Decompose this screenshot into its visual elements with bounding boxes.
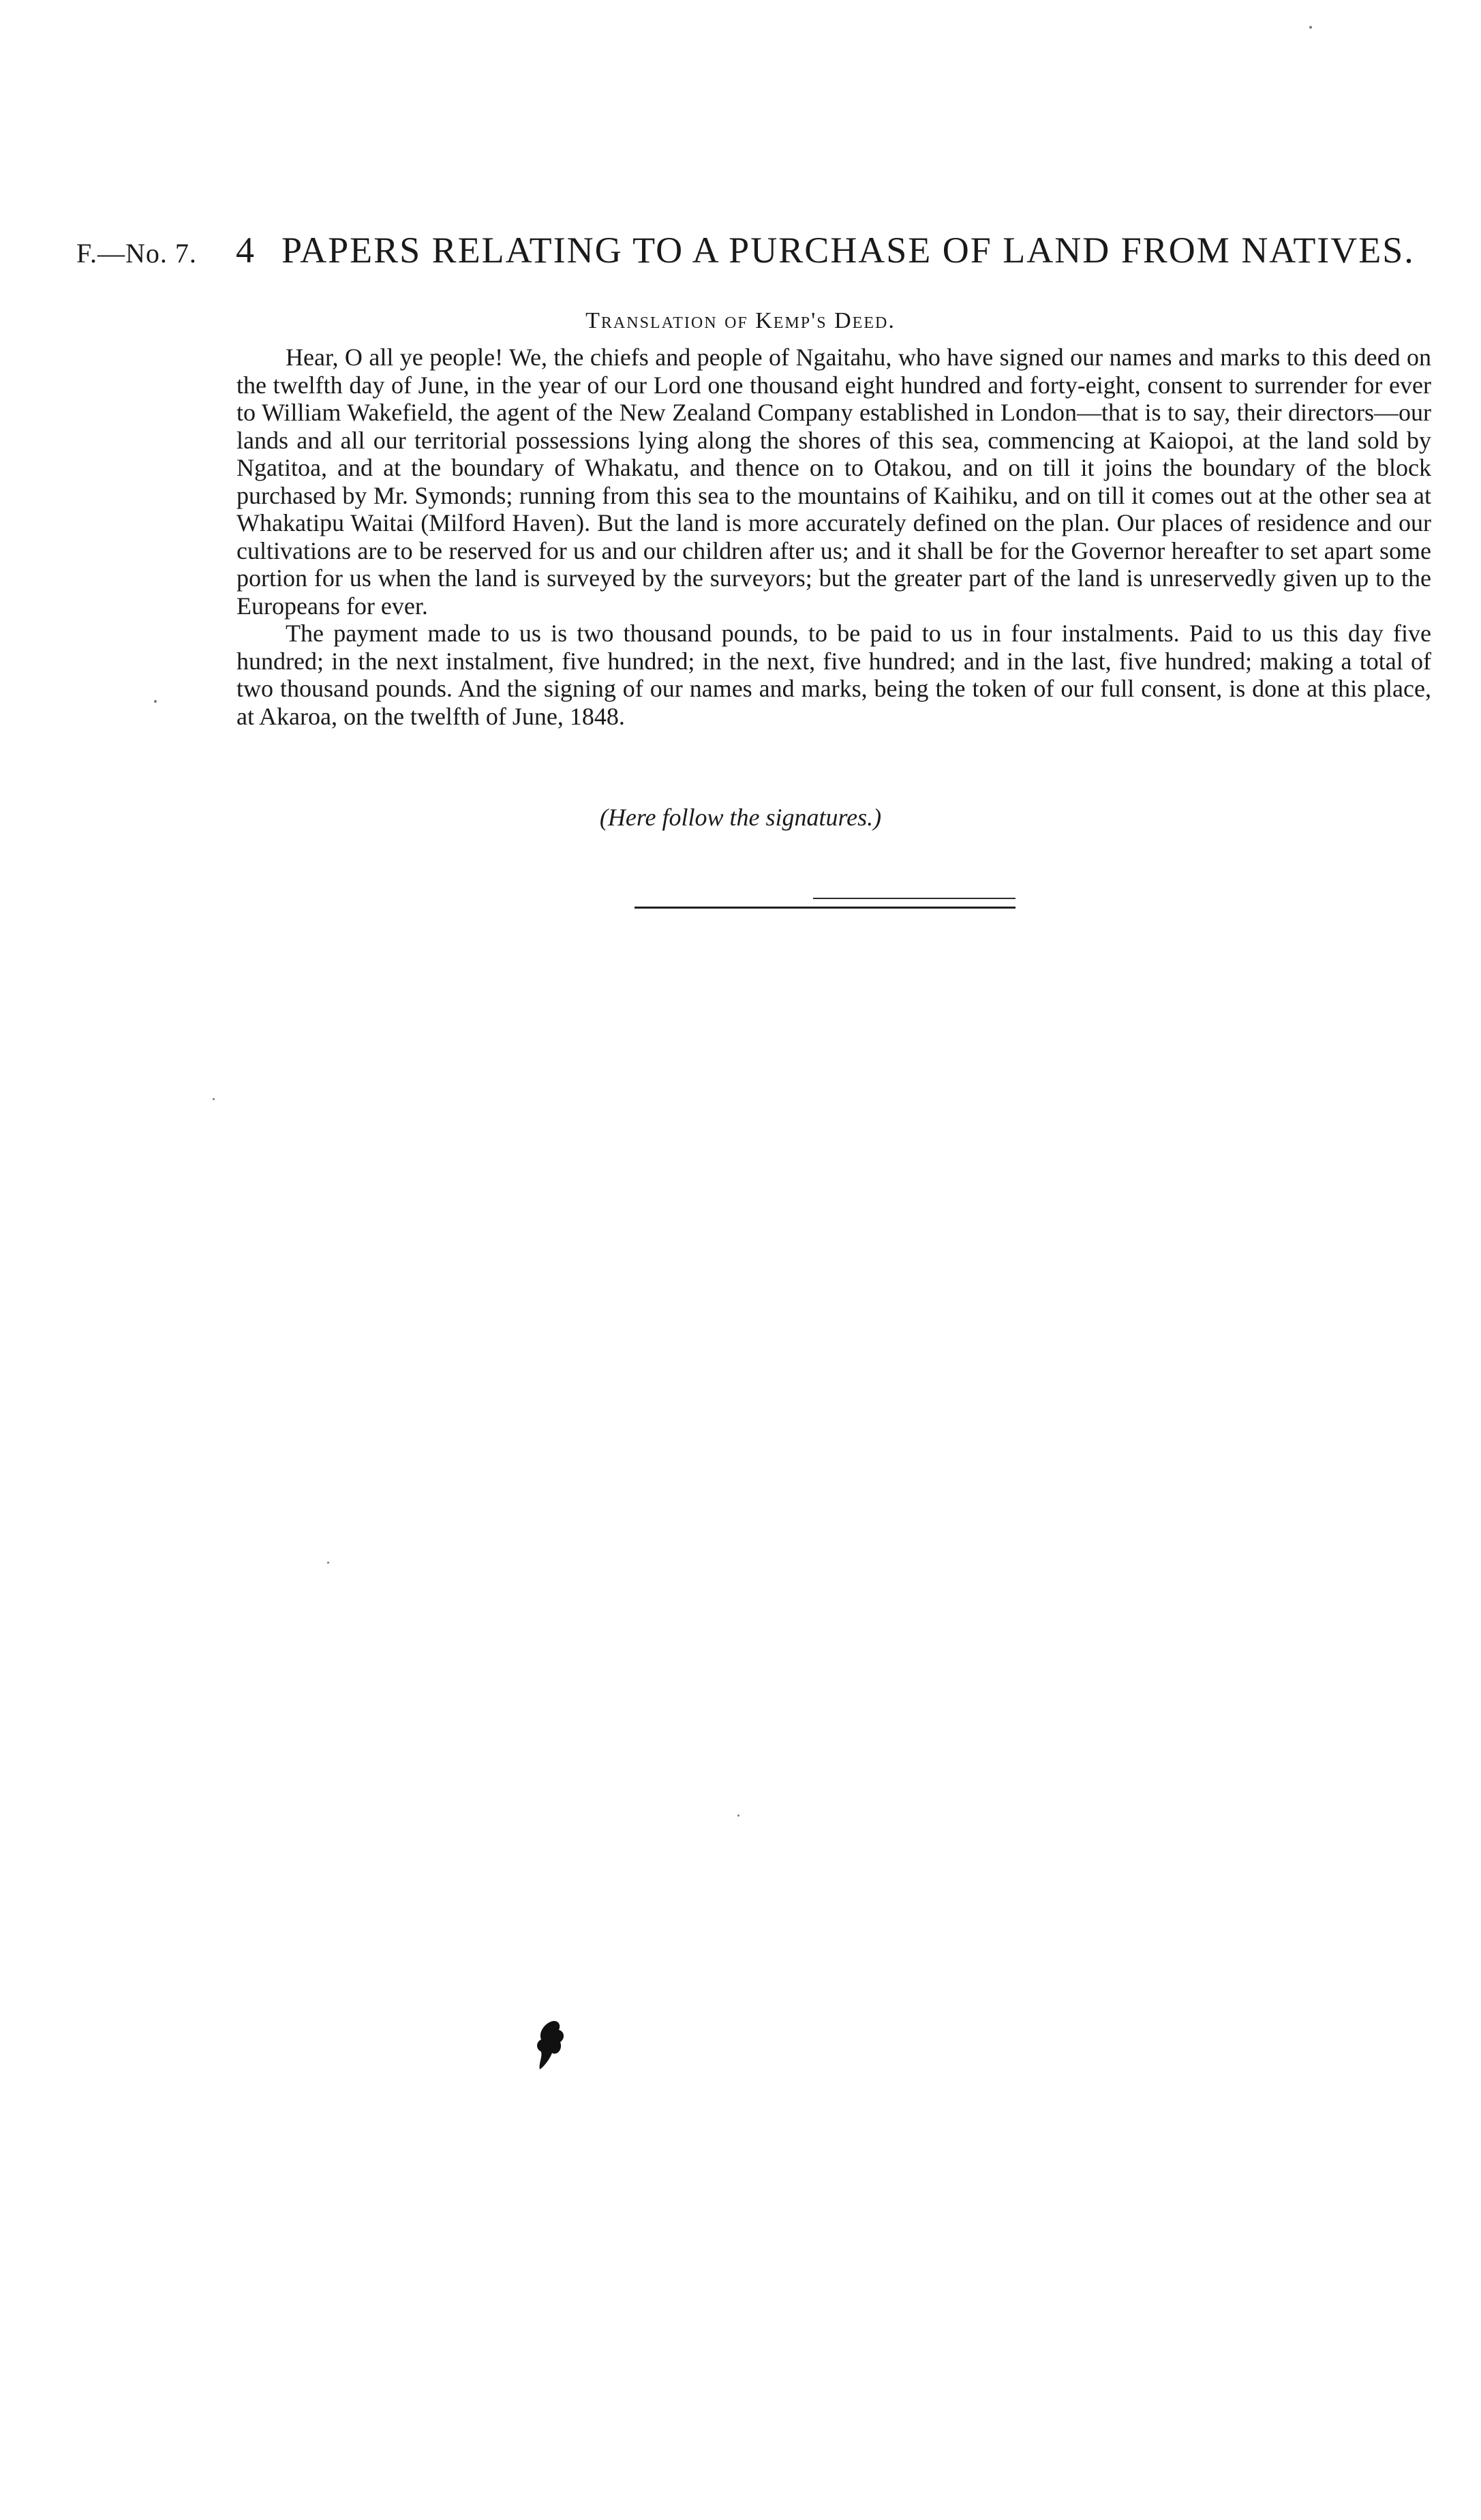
ink-blot [530, 2018, 578, 2072]
section-heading: Translation of Kemp's Deed. [585, 308, 896, 333]
deed-paragraph: Hear, O all ye people! We, the chiefs and people of Ngaitahu, who have signed our names and marks to this deed on the twelfth day of June, in the year of our Lord one thousand eight hundred and forty-eight, consent to surrender for ever to William Wakefield, the agent of the New Zealand Company established in London—that is to say, their directors—our lands and all our territorial possessions lying along the shores of this sea, commencing at Kaiopoi, at the land sold by Ngatitoa, and at the boundary of Whakatu, and thence on to Otakou, and on till it joins the boundary of the block purchased by Mr. Symonds; running from this sea to the mountains of Kaihiku, and on till it comes out at the other sea at Whakatipu Waitai (Milford Haven). But the land is more accurately defined on the plan. Our places of residence and our cultivations are to be reserved for us and our children after us; and it shall be for the Governor hereafter to set apart some portion for us when the land is surveyed by the surveyors; but the greater part of the land is unreservedly given up to the Europeans for ever. [236, 344, 1431, 620]
scan-speck [154, 700, 157, 703]
scan-speck [327, 1562, 329, 1564]
payment-paragraph: The payment made to us is two thousand pounds, to be paid to us in four instalments. Paid to us this day five hundred; in the next instalment, five hundred; in the next, five hundred; and in the last, five hundred; making a total of two thousand pounds. And the signing of our names and marks, being the token of our full consent, is done at this place, at Akaroa, on the twelfth of June, 1848. [236, 620, 1431, 730]
signatures-note: (Here follow the signatures.) [599, 804, 882, 831]
scan-speck [1309, 26, 1312, 29]
divider-rule-long [635, 907, 1016, 909]
page-title: PAPERS RELATING TO A PURCHASE OF LAND FROM NATIVES. [281, 230, 1415, 271]
page-number: 4 [236, 230, 254, 271]
divider-rule-short [813, 898, 1016, 899]
scan-speck [737, 1815, 739, 1817]
deed-body [236, 344, 1431, 730]
scan-speck [213, 1098, 215, 1100]
paper-reference: F.—No. 7. [76, 238, 197, 269]
